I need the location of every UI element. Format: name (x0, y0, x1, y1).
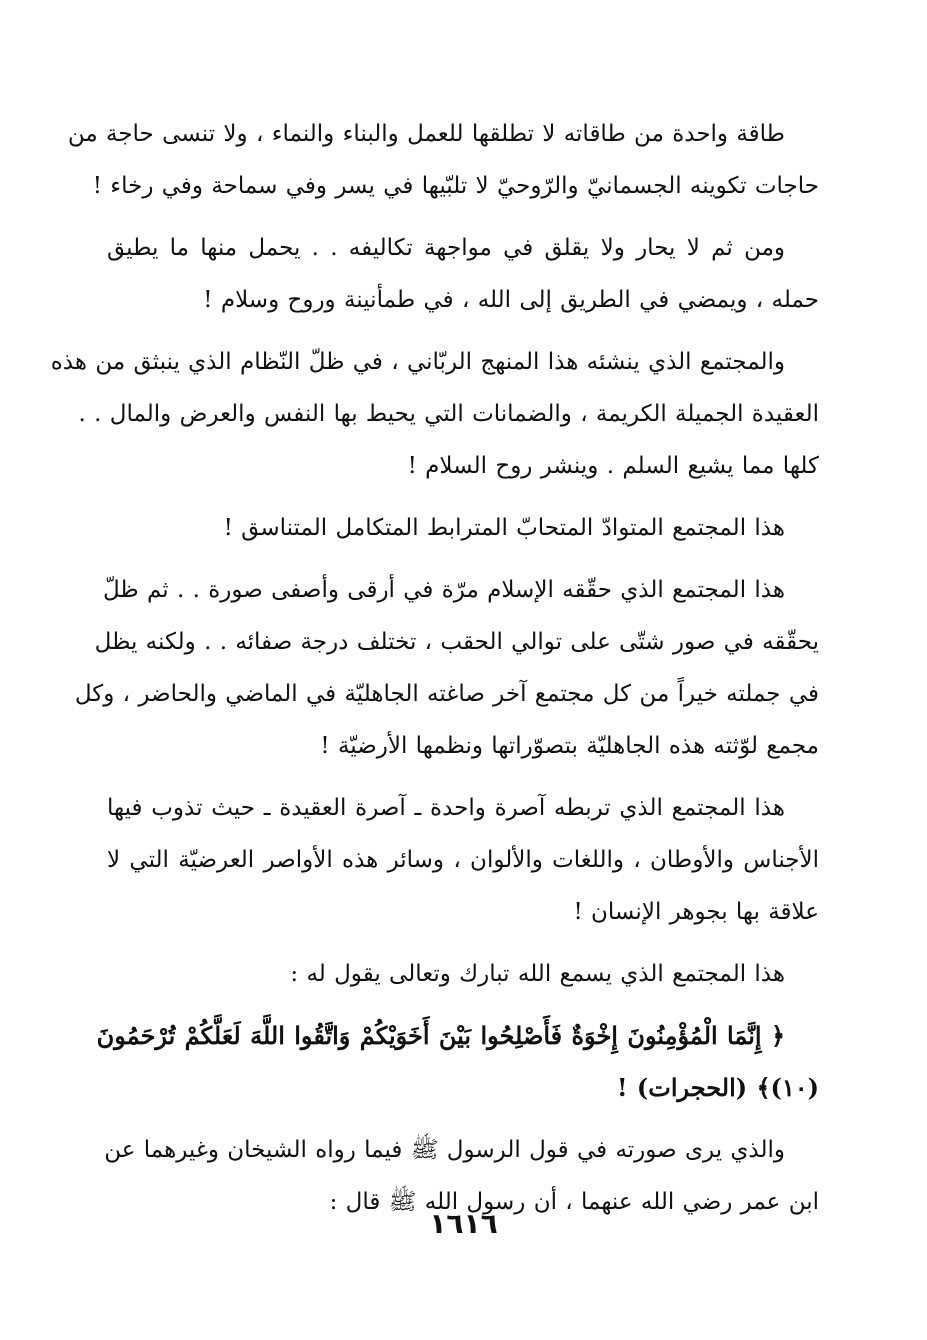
paragraph-line: علاقة بها بجوهر الإنسان ! (573, 899, 819, 925)
paragraph-line: ابن عمر رضي الله عنهما ، أن رسول الله ﷺ قال : (329, 1189, 819, 1215)
paragraph-7 (107, 948, 819, 1000)
paragraph-5 (74, 564, 819, 772)
page-number: ١٦١٦ (429, 1207, 498, 1240)
paragraph-line: الأجناس والأوطان ، واللغات والألوان ، وسائر هذه الأواصر العرضيّة التي لا (107, 847, 819, 873)
paragraph-line: العقيدة الجميلة الكريمة ، والضمانات التي يحيط بها النفس والعرض والمال . . (78, 401, 819, 427)
paragraph-line: كلها مما يشيع السلم . وينشر روح السلام ! (407, 453, 819, 479)
paragraph-4 (107, 502, 819, 554)
verse-line: ﴿ إِنَّمَا الْمُؤْمِنُونَ إِخْوَةٌ فَأَصْلِحُوا بَيْنَ أَخَوَيْكُمْ وَاتَّقُوا اللَّهَ لَعَلَّكُمْ تُرْحَمُونَ (96, 1021, 785, 1050)
quran-verse (96, 1010, 819, 1114)
paragraph-line: حمله ، ويمضي في الطريق إلى الله ، في طمأنينة وروح وسلام ! (203, 287, 819, 313)
paragraph-3 (50, 336, 819, 492)
page-body (50, 108, 819, 1238)
paragraph-line: يحقّقه في صور شتّى على توالي الحقب ، تختلف درجة صفائه . . ولكنه يظل (94, 629, 819, 655)
paragraph-line: هذا المجتمع الذي حقّقه الإسلام مرّة في أرقى وأصفى صورة . . ثم ظلّ (102, 577, 785, 603)
verse-line: (١٠)﴾ (الحجرات) ! (617, 1073, 819, 1102)
paragraph-line: حاجات تكوينه الجسمانيّ والرّوحيّ لا تلبّيها في يسر وفي سماحة وفي رخاء ! (92, 173, 819, 199)
paragraph-2 (107, 222, 819, 326)
paragraph-line: مجمع لوّثته هذه الجاهليّة بتصوّراتها ونظمها الأرضيّة ! (320, 733, 819, 759)
paragraph-6 (107, 782, 819, 938)
paragraph-line: طاقة واحدة من طاقاته لا تطلقها للعمل والبناء والنماء ، ولا تنسى حاجة من (67, 121, 785, 147)
paragraph-line: ومن ثم لا يحار ولا يقلق في مواجهة تكاليفه . . يحمل منها ما يطيق (107, 235, 785, 261)
paragraph-1 (67, 108, 819, 212)
paragraph-line: والذي يرى صورته في قول الرسول ﷺ فيما رواه الشيخان وغيرهما عن (104, 1137, 785, 1163)
paragraph-line: هذا المجتمع الذي يسمع الله تبارك وتعالى يقول له : (290, 961, 785, 987)
paragraph-line: والمجتمع الذي ينشئه هذا المنهج الربّاني ، في ظلّ النّظام الذي ينبثق من هذه (50, 349, 785, 375)
paragraph-line: هذا المجتمع المتوادّ المتحابّ المترابط المتكامل المتناسق ! (223, 515, 785, 541)
paragraph-line: في جملته خيراً من كل مجتمع آخر صاغته الجاهليّة في الماضي والحاضر ، وكل (74, 681, 819, 707)
paragraph-line: هذا المجتمع الذي تربطه آصرة واحدة ـ آصرة العقيدة ـ حيث تذوب فيها (107, 795, 785, 821)
